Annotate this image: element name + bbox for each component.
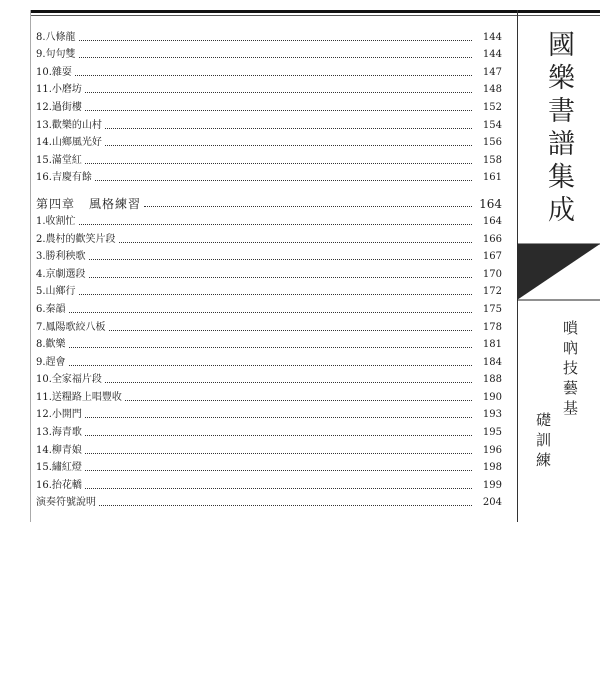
toc-entry-title: 15.繡紅燈 — [36, 462, 82, 474]
toc-entry — [36, 299, 502, 317]
toc-entry — [36, 168, 502, 186]
toc-entry — [36, 80, 502, 98]
toc-entry — [36, 211, 502, 229]
dot-leader — [99, 505, 472, 506]
book-title — [527, 320, 593, 520]
dot-leader — [95, 180, 472, 181]
toc-page-number: 188 — [482, 374, 502, 386]
toc-entry-title: 9.句句雙 — [36, 49, 76, 61]
toc-entry — [36, 458, 502, 476]
toc-entry-title: 13.海青歌 — [36, 427, 82, 439]
toc-entry — [36, 475, 502, 493]
toc-page-number: 156 — [482, 137, 502, 149]
series-title: 國樂書譜集成 — [543, 30, 574, 228]
chapter-title: 風格練習 — [89, 197, 142, 212]
toc-entry — [36, 282, 502, 300]
dot-leader — [105, 382, 472, 383]
toc-entry-title: 演奏符號說明 — [36, 497, 96, 509]
toc-entry-title: 12.小開門 — [36, 409, 82, 421]
toc-page-number: 144 — [482, 49, 502, 61]
toc-entry — [36, 247, 502, 265]
dot-leader — [75, 75, 472, 76]
toc-entry-title: 14.山鄉風光好 — [36, 137, 102, 149]
toc-page-number: 172 — [482, 286, 502, 298]
toc-page-number: 158 — [482, 154, 502, 166]
dot-leader — [85, 470, 472, 471]
dot-leader — [89, 259, 472, 260]
toc-page-number: 190 — [482, 391, 502, 403]
toc-entry-title: 12.過街樓 — [36, 101, 82, 113]
dot-leader — [85, 110, 472, 111]
toc-entry — [36, 97, 502, 115]
toc-entry — [36, 115, 502, 133]
toc-entry — [36, 317, 502, 335]
toc-entry — [36, 62, 502, 80]
book-title-line-2: 礎訓練 — [534, 412, 552, 472]
toc-page-number: 148 — [482, 84, 502, 96]
toc-entry — [36, 493, 502, 511]
dot-leader — [105, 128, 472, 129]
toc-page-number: 164 — [479, 197, 502, 212]
toc-entry-title: 1.收割忙 — [36, 215, 76, 227]
toc-page-number: 175 — [482, 303, 502, 315]
toc-entry — [36, 387, 502, 405]
toc-page-number: 198 — [482, 462, 502, 474]
chapter-number: 第四章 — [36, 197, 76, 212]
toc-entry-title: 13.歡樂的山村 — [36, 119, 102, 131]
toc-page-number: 144 — [482, 31, 502, 43]
toc-entry-title: 8.歡樂 — [36, 339, 66, 351]
toc-entry-title: 6.秦韻 — [36, 303, 66, 315]
toc-entry — [36, 264, 502, 282]
book-title-line-1: 嗩吶技藝基 — [561, 320, 579, 420]
dot-leader — [79, 224, 472, 225]
dot-leader — [79, 294, 472, 295]
dot-leader — [69, 365, 472, 366]
toc-entry-title: 4.京劇選段 — [36, 268, 86, 280]
toc-page-number: 170 — [482, 268, 502, 280]
toc-entry-title: 11.送糧路上唱豐收 — [36, 391, 122, 403]
dot-leader — [85, 417, 472, 418]
toc-entry — [36, 440, 502, 458]
toc-page-number: 164 — [482, 215, 502, 227]
dot-leader — [85, 453, 472, 454]
toc-entry — [36, 405, 502, 423]
toc-entry — [36, 229, 502, 247]
toc-page-number: 152 — [482, 101, 502, 113]
dot-leader — [85, 92, 472, 93]
toc-page-number: 193 — [482, 409, 502, 421]
toc-entry — [36, 45, 502, 63]
toc-page-number: 181 — [482, 339, 502, 351]
toc-entry — [36, 370, 502, 388]
toc-entry-title: 15.滿堂紅 — [36, 154, 82, 166]
dot-leader — [85, 435, 472, 436]
dot-leader — [69, 312, 472, 313]
toc-entry — [36, 422, 502, 440]
toc-entry — [36, 352, 502, 370]
toc-entry — [36, 27, 502, 45]
dot-leader — [69, 347, 472, 348]
toc-page-number: 199 — [482, 479, 502, 491]
toc-entry — [36, 335, 502, 353]
toc-page-number: 178 — [482, 321, 502, 333]
toc-page-number: 167 — [482, 251, 502, 263]
toc-entry-title: 16.吉慶有餘 — [36, 172, 92, 184]
chapter-heading — [36, 185, 502, 211]
toc-entry-title: 16.抬花轎 — [36, 479, 82, 491]
dot-leader — [79, 40, 472, 41]
toc-page-number: 195 — [482, 427, 502, 439]
toc-page-number: 184 — [482, 356, 502, 368]
toc-page-number: 161 — [482, 172, 502, 184]
toc-page-number: 204 — [482, 497, 502, 509]
toc-entry-title: 2.農村的歡笑片段 — [36, 233, 116, 245]
toc-page-number: 166 — [482, 233, 502, 245]
toc-entry-title: 9.趕會 — [36, 356, 66, 368]
toc-page-number: 154 — [482, 119, 502, 131]
toc-entry-title: 7.鳳陽歌絞八板 — [36, 321, 106, 333]
toc-entry-title: 10.雜耍 — [36, 66, 72, 78]
toc-entry-title: 3.勝利秧歌 — [36, 251, 86, 263]
dot-leader — [79, 57, 472, 58]
dot-leader — [109, 330, 472, 331]
toc-entry-title: 8.八條龍 — [36, 31, 76, 43]
toc-entry — [36, 150, 502, 168]
sidebar — [517, 14, 600, 522]
dot-leader — [85, 163, 472, 164]
dot-leader — [85, 488, 472, 489]
dot-leader — [89, 277, 472, 278]
toc-entry-title: 10.全家福片段 — [36, 374, 102, 386]
toc-page-number: 196 — [482, 444, 502, 456]
toc-page-number: 147 — [482, 66, 502, 78]
dot-leader — [125, 400, 472, 401]
dot-leader — [119, 242, 472, 243]
dot-leader — [105, 145, 472, 146]
toc-entry-title: 5.山鄉行 — [36, 286, 76, 298]
toc-entry-title — [36, 197, 141, 211]
toc-entry-title: 14.柳青娘 — [36, 444, 82, 456]
dot-leader — [144, 206, 472, 207]
toc-entry-title: 11.小磨坊 — [36, 84, 82, 96]
table-of-contents — [36, 27, 502, 510]
toc-entry — [36, 133, 502, 151]
divider-wedge — [517, 242, 600, 302]
